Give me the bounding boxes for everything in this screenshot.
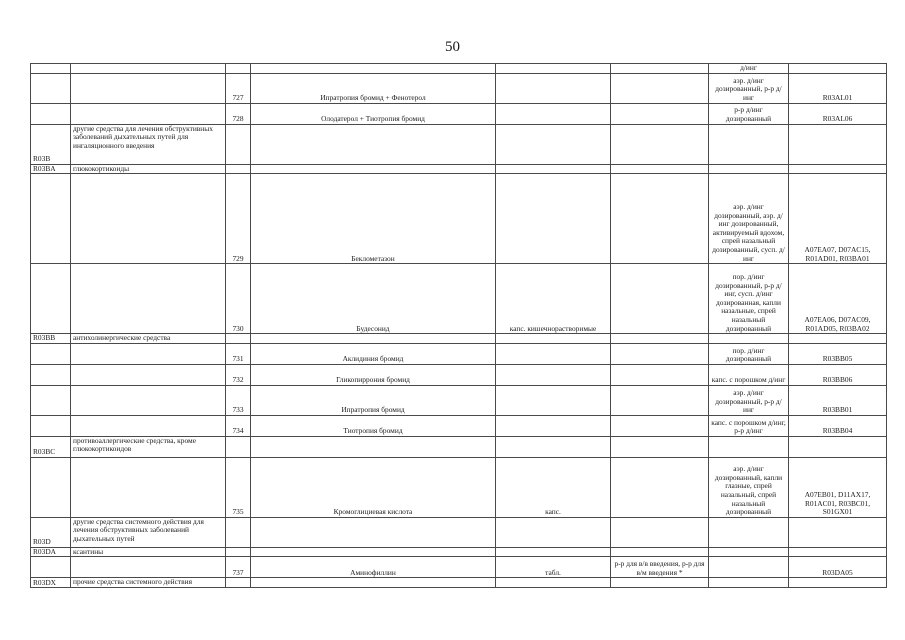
table-row — [31, 557, 887, 578]
codes-cell — [789, 578, 887, 588]
drug-name-cell: Тиотропия бромид — [251, 415, 496, 436]
item-number-cell — [226, 334, 251, 344]
item-number-cell: 733 — [226, 385, 251, 415]
atc-group-cell — [71, 174, 226, 264]
atc-group-cell — [71, 385, 226, 415]
drug-name-cell: Аминофиллин — [251, 557, 496, 578]
codes-cell — [789, 334, 887, 344]
form-a-cell — [496, 578, 611, 588]
atc-code-cell: R03B — [31, 124, 71, 164]
atc-code-cell — [31, 457, 71, 517]
atc-code-cell — [31, 103, 71, 124]
form-c-cell — [709, 578, 789, 588]
codes-cell: R03DA05 — [789, 557, 887, 578]
form-b-cell — [611, 343, 709, 364]
form-a-cell — [496, 124, 611, 164]
form-c-cell — [709, 436, 789, 457]
atc-group-cell: прочие средства системного действия — [71, 578, 226, 588]
item-number-cell: 734 — [226, 415, 251, 436]
atc-code-cell — [31, 385, 71, 415]
item-number-cell — [226, 578, 251, 588]
form-b-cell — [611, 174, 709, 264]
table-row — [31, 457, 887, 517]
item-number-cell — [226, 64, 251, 74]
codes-cell: R03AL06 — [789, 103, 887, 124]
form-b-cell — [611, 517, 709, 547]
form-b-cell — [611, 264, 709, 334]
form-c-cell: аэр. д/инг дозированный, р-р д/инг — [709, 73, 789, 103]
atc-code-cell — [31, 415, 71, 436]
table-row — [31, 578, 887, 588]
form-a-cell — [496, 343, 611, 364]
form-a-cell — [496, 334, 611, 344]
item-number-cell: 730 — [226, 264, 251, 334]
table-row — [31, 343, 887, 364]
form-c-cell: пор. д/инг дозированный — [709, 343, 789, 364]
codes-cell: R03BB01 — [789, 385, 887, 415]
form-a-cell — [496, 385, 611, 415]
item-number-cell — [226, 517, 251, 547]
atc-code-cell — [31, 73, 71, 103]
codes-cell — [789, 436, 887, 457]
drug-name-cell — [251, 547, 496, 557]
item-number-cell: 731 — [226, 343, 251, 364]
codes-cell: A07EB01, D11AX17, R01AC01, R03BC01, S01GX01 — [789, 457, 887, 517]
table-row — [31, 73, 887, 103]
form-a-cell — [496, 164, 611, 174]
drug-name-cell — [251, 334, 496, 344]
atc-code-cell — [31, 557, 71, 578]
form-c-cell: р-р д/инг дозированный — [709, 103, 789, 124]
form-a-cell — [496, 436, 611, 457]
form-b-cell — [611, 73, 709, 103]
codes-cell: A07EA06, D07AC09, R01AD05, R03BA02 — [789, 264, 887, 334]
codes-cell: R03AL01 — [789, 73, 887, 103]
form-b-cell — [611, 385, 709, 415]
page-number: 50 — [445, 39, 460, 55]
drug-name-cell: Кромоглициевая кислота — [251, 457, 496, 517]
atc-group-cell — [71, 457, 226, 517]
item-number-cell: 727 — [226, 73, 251, 103]
form-c-cell: д/инг — [709, 64, 789, 74]
form-b-cell — [611, 457, 709, 517]
item-number-cell: 728 — [226, 103, 251, 124]
form-c-cell: капс. с порошком д/инг — [709, 364, 789, 385]
drug-name-cell — [251, 436, 496, 457]
form-a-cell — [496, 64, 611, 74]
atc-code-cell — [31, 64, 71, 74]
drug-name-cell — [251, 578, 496, 588]
form-a-cell: капс. кишечнорастворимые — [496, 264, 611, 334]
drug-name-cell: Будесонид — [251, 264, 496, 334]
atc-code-cell: R03BA — [31, 164, 71, 174]
form-b-cell — [611, 364, 709, 385]
codes-cell — [789, 124, 887, 164]
codes-cell: R03BB04 — [789, 415, 887, 436]
codes-cell — [789, 64, 887, 74]
form-c-cell — [709, 517, 789, 547]
form-b-cell — [611, 64, 709, 74]
drug-name-cell: Олодатерол + Тиотропия бромид — [251, 103, 496, 124]
form-c-cell — [709, 334, 789, 344]
form-b-cell — [611, 103, 709, 124]
table-row — [31, 517, 887, 547]
form-b-cell — [611, 164, 709, 174]
form-b-cell — [611, 578, 709, 588]
item-number-cell: 732 — [226, 364, 251, 385]
atc-group-cell: ксантины — [71, 547, 226, 557]
codes-cell — [789, 517, 887, 547]
form-c-cell — [709, 164, 789, 174]
atc-group-cell — [71, 343, 226, 364]
atc-group-cell — [71, 557, 226, 578]
item-number-cell — [226, 164, 251, 174]
drug-name-cell — [251, 124, 496, 164]
drug-name-cell — [251, 64, 496, 74]
form-c-cell — [709, 124, 789, 164]
drug-name-cell: Ипратропия бромид + Фенотерол — [251, 73, 496, 103]
form-a-cell — [496, 364, 611, 385]
atc-code-cell: R03BB — [31, 334, 71, 344]
table-row — [31, 264, 887, 334]
atc-code-cell: R03D — [31, 517, 71, 547]
table-row — [31, 415, 887, 436]
table-row — [31, 436, 887, 457]
form-b-cell — [611, 547, 709, 557]
table-row — [31, 385, 887, 415]
atc-group-cell — [71, 415, 226, 436]
atc-group-cell: глюкокортикоиды — [71, 164, 226, 174]
table-row — [31, 334, 887, 344]
atc-group-cell: другие средства системного действия для лечения обструктивных заболеваний дыхательных путей — [71, 517, 226, 547]
drug-name-cell: Аклидиния бромид — [251, 343, 496, 364]
form-c-cell: аэр. д/инг дозированный, р-р д/инг — [709, 385, 789, 415]
codes-cell — [789, 547, 887, 557]
atc-group-cell: противоаллергические средства, кроме глюкокортикоидов — [71, 436, 226, 457]
drug-name-cell: Ипратропия бромид — [251, 385, 496, 415]
codes-cell: R03BB05 — [789, 343, 887, 364]
drug-name-cell — [251, 517, 496, 547]
atc-code-cell: R03DA — [31, 547, 71, 557]
form-c-cell: пор. д/инг дозированный, р-р д/инг, сусп. д/инг дозированная, капли назальные, спрей назальный дозированный — [709, 264, 789, 334]
atc-group-cell — [71, 103, 226, 124]
codes-cell: R03BB06 — [789, 364, 887, 385]
form-a-cell — [496, 174, 611, 264]
item-number-cell: 735 — [226, 457, 251, 517]
form-c-cell: аэр. д/инг дозированный, аэр. д/инг дозированный, активируемый вдохом, спрей назальный дозированный, сусп. д/инг — [709, 174, 789, 264]
table-row — [31, 164, 887, 174]
atc-code-cell — [31, 364, 71, 385]
atc-group-cell — [71, 264, 226, 334]
form-a-cell: капс. — [496, 457, 611, 517]
table-row — [31, 174, 887, 264]
drug-name-cell: Беклометазон — [251, 174, 496, 264]
table-row — [31, 124, 887, 164]
form-a-cell — [496, 73, 611, 103]
drug-name-cell — [251, 164, 496, 174]
form-b-cell — [611, 334, 709, 344]
form-c-cell — [709, 547, 789, 557]
form-a-cell: табл. — [496, 557, 611, 578]
atc-group-cell — [71, 64, 226, 74]
atc-code-cell — [31, 343, 71, 364]
codes-cell — [789, 164, 887, 174]
item-number-cell — [226, 124, 251, 164]
form-a-cell — [496, 517, 611, 547]
item-number-cell — [226, 436, 251, 457]
atc-group-cell: другие средства для лечения обструктивных заболеваний дыхательных путей для ингаляционного введения — [71, 124, 226, 164]
form-a-cell — [496, 103, 611, 124]
table-body — [31, 64, 887, 588]
form-c-cell: аэр. д/инг дозированный, капли глазные, спрей назальный, спрей назальный дозированный — [709, 457, 789, 517]
drug-name-cell: Гликопиррония бромид — [251, 364, 496, 385]
atc-group-cell: антихолинергические средства — [71, 334, 226, 344]
form-b-cell — [611, 436, 709, 457]
item-number-cell — [226, 547, 251, 557]
item-number-cell: 729 — [226, 174, 251, 264]
table-row — [31, 547, 887, 557]
form-a-cell — [496, 415, 611, 436]
form-b-cell — [611, 415, 709, 436]
table-row — [31, 103, 887, 124]
codes-cell: A07EA07, D07AC15, R01AD01, R03BA01 — [789, 174, 887, 264]
form-c-cell — [709, 557, 789, 578]
atc-code-cell — [31, 174, 71, 264]
atc-group-cell — [71, 364, 226, 385]
atc-group-cell — [71, 73, 226, 103]
item-number-cell: 737 — [226, 557, 251, 578]
form-b-cell — [611, 124, 709, 164]
atc-code-cell: R03DX — [31, 578, 71, 588]
table-row — [31, 364, 887, 385]
form-a-cell — [496, 547, 611, 557]
atc-code-cell — [31, 264, 71, 334]
form-c-cell: капс. с порошком д/инг, р-р д/инг — [709, 415, 789, 436]
drug-list-table — [30, 63, 887, 588]
form-b-cell: р-р для в/в введения, р-р для в/м введения * — [611, 557, 709, 578]
table-row — [31, 64, 887, 74]
atc-code-cell: R03BC — [31, 436, 71, 457]
